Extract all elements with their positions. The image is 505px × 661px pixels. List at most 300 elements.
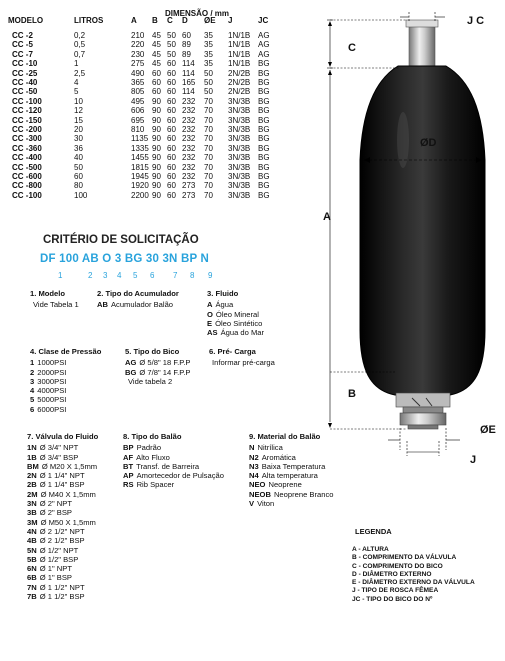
table-cell: 35 (204, 40, 213, 50)
table-cell: 165 (182, 78, 196, 87)
accumulator-drawing (300, 0, 505, 500)
table-cell: 60 (152, 78, 161, 87)
option-text: Ø 5/8" 18 F.P.P (139, 358, 191, 368)
section-option (123, 462, 253, 471)
table-cell: 1335 (131, 143, 149, 153)
table-cell: CC -25 (12, 68, 38, 78)
option-code: BM (27, 461, 39, 471)
table-cell: 3N/3B (228, 162, 251, 172)
table-header-cell: C (167, 16, 173, 25)
option-code: 2 (30, 367, 35, 377)
option-code: 2B (27, 480, 37, 490)
table-cell: CC -360 (12, 143, 42, 153)
legend-item: E - DIÂMETRO EXTERNO DA VÁLVULA (352, 579, 475, 587)
table-header-cell: B (152, 16, 158, 25)
section-option (27, 583, 127, 592)
table-cell: 60 (167, 68, 176, 78)
table-cell: BG (258, 96, 270, 106)
option-text: Ø 1 1/2" NPT (39, 582, 85, 592)
label-jc: J C (467, 15, 485, 27)
option-code: E (207, 318, 213, 328)
option-code: 3N (27, 499, 37, 509)
option-text: 1000PSI (37, 358, 67, 368)
table-cell: 5 (74, 87, 79, 97)
table-cell: CC -600 (12, 172, 42, 181)
table-cell: BG (258, 134, 270, 144)
accumulator-body (360, 66, 485, 395)
section-title: 7. Válvula do Fluido (27, 432, 99, 441)
option-text: Ø 2 1/2" BSP (39, 536, 85, 546)
table-cell: 30 (74, 134, 83, 144)
table-cell: CC -300 (12, 134, 42, 144)
table-cell: 114 (182, 68, 195, 78)
section-title: 2. Tipo do Acumulador (97, 289, 179, 298)
table-cell: 273 (182, 181, 196, 191)
section-option (209, 358, 309, 367)
table-cell: 45 (152, 59, 161, 69)
section-title: 3. Fluido (207, 289, 239, 298)
option-code: 7B (27, 592, 37, 602)
table-cell: 70 (204, 125, 213, 134)
section-valvula-fluido (27, 432, 127, 601)
table-cell: 36 (74, 143, 83, 153)
option-code: 5 (30, 395, 35, 405)
option-text: Ø 7/8" 14 F.P.P (139, 367, 191, 377)
section-option (27, 490, 127, 499)
table-cell: 90 (152, 115, 161, 125)
option-text: Ø 1/2" BSP (39, 554, 79, 564)
section-title: 4. Clase de Pressão (30, 347, 102, 356)
table-cell: 1945 (131, 172, 149, 181)
table-cell: 60 (167, 87, 176, 97)
option-text: Ø 3/4" BSP (39, 452, 79, 462)
table-cell: 90 (152, 143, 161, 153)
legend-item: A - ALTURA (352, 546, 389, 553)
table-cell: 210 (131, 31, 145, 40)
option-code: N2 (249, 452, 259, 462)
table-cell: 35 (204, 31, 213, 40)
table-cell: 89 (182, 40, 191, 50)
option-code: AS (207, 328, 218, 338)
table-cell: 60 (182, 31, 191, 40)
table-cell: 3N/3B (228, 125, 251, 134)
section-option (27, 536, 127, 545)
label-b: B (348, 388, 356, 400)
section-option (27, 555, 127, 564)
option-text: Neoprene Branco (273, 489, 334, 499)
section-title: 6. Pré- Carga (209, 347, 256, 356)
section-option (123, 453, 253, 462)
section-option (30, 395, 125, 404)
option-code: 3M (27, 517, 38, 527)
option-text: 2000PSI (37, 367, 67, 377)
option-code: 4N (27, 526, 37, 536)
section-option (27, 527, 127, 536)
option-text: Ø 2" NPT (39, 499, 72, 509)
table-cell: 40 (74, 153, 83, 163)
table-cell: 3N/3B (228, 190, 251, 200)
section-option (30, 368, 125, 377)
legend-title: LEGENDA (355, 527, 392, 536)
option-text: Vide tabela 2 (128, 376, 173, 386)
table-cell: CC -7 (12, 49, 33, 59)
option-text: 6000PSI (37, 404, 67, 414)
section-option (125, 377, 225, 386)
table-cell: 35 (204, 59, 213, 69)
option-code: O (207, 309, 213, 319)
table-cell: BG (258, 87, 270, 97)
option-code: RS (123, 480, 134, 490)
option-text: Ø 1 1/2" BSP (39, 592, 85, 602)
option-text: 3000PSI (37, 376, 67, 386)
table-cell: 90 (152, 181, 161, 191)
table-cell: BG (258, 172, 270, 181)
option-text: Ø M20 X 1,5mm (41, 461, 98, 471)
table-cell: 232 (182, 172, 196, 181)
table-cell: CC -40 (12, 78, 38, 87)
legend (352, 546, 475, 604)
table-cell: 90 (152, 190, 161, 200)
section-option (125, 368, 225, 377)
table-header-cell: MODELO (8, 16, 44, 25)
table-cell: 1N/1B (228, 40, 251, 50)
option-text: Água do Mar (220, 328, 265, 338)
table-cell: 2,5 (74, 68, 86, 78)
table-cell: BG (258, 153, 270, 163)
table-cell: 3N/3B (228, 106, 251, 116)
section-option (123, 471, 253, 480)
order-code-number: 1 (58, 271, 63, 280)
models-table (0, 0, 300, 240)
option-text: Baixa Temperatura (261, 461, 326, 471)
table-cell: 70 (204, 181, 213, 191)
option-text: Ø 2" BSP (39, 508, 72, 518)
table-cell: 695 (131, 115, 145, 125)
section-option (27, 462, 127, 471)
order-code-number: 4 (117, 271, 122, 280)
table-cell: 60 (167, 96, 176, 106)
table-cell: 60 (167, 162, 176, 172)
table-cell: 0,7 (74, 49, 86, 59)
option-code: 6B (27, 573, 37, 583)
section-option (27, 518, 127, 527)
table-cell: BG (258, 125, 270, 134)
table-cell: CC -200 (12, 125, 42, 134)
table-cell: 60 (167, 172, 176, 181)
table-cell: 114 (182, 87, 195, 97)
table-cell: 1920 (131, 181, 149, 191)
option-text: Ø M40 X 1,5mm (40, 489, 96, 499)
table-cell: 60 (167, 153, 176, 163)
table-cell: 89 (182, 49, 191, 59)
section-title: 5. Tipo do Bico (125, 347, 180, 356)
section-classe-pressao (30, 347, 125, 414)
table-cell: 275 (131, 59, 145, 69)
section-option (27, 471, 127, 480)
table-cell: BG (258, 181, 270, 191)
table-header-cell: A (131, 16, 137, 25)
section-option (27, 508, 127, 517)
table-cell: 60 (167, 106, 176, 116)
option-text: Ø M50 X 1,5mm (40, 517, 96, 527)
table-cell: 60 (167, 78, 176, 87)
table-cell: 100 (74, 190, 88, 200)
option-code: 4B (27, 536, 37, 546)
option-text: Vide Tabela 1 (33, 300, 79, 310)
option-text: Neoprene (268, 480, 302, 490)
section-tipo-balao (123, 432, 253, 490)
option-text: 4000PSI (37, 386, 67, 396)
option-text: Água (215, 300, 234, 310)
section-option (30, 358, 125, 367)
table-cell: CC -2 (12, 31, 33, 40)
table-cell: 50 (204, 87, 213, 97)
option-code: 4 (30, 386, 35, 396)
legend-item: JC - TIPO DO BICO DO Nº (352, 595, 433, 603)
section-option (249, 499, 359, 508)
order-code-number: 7 (173, 271, 178, 280)
table-cell: 50 (204, 78, 213, 87)
table-cell: 15 (74, 115, 83, 125)
table-cell: 1 (74, 59, 79, 69)
option-code: N4 (249, 471, 259, 481)
table-cell: CC -500 (12, 162, 42, 172)
table-cell: 365 (131, 78, 145, 87)
table-cell: 60 (167, 115, 176, 125)
option-code: BP (123, 443, 134, 453)
legend-item: D - DIÂMETRO EXTERNO (352, 570, 432, 578)
table-cell: 1N/1B (228, 31, 251, 40)
table-header-cell: ØE (204, 16, 216, 25)
table-cell: 80 (74, 181, 83, 191)
option-text: Nitrílica (257, 443, 283, 453)
table-cell: CC -150 (12, 115, 42, 125)
option-code: AB (97, 300, 108, 310)
option-code: N3 (249, 461, 259, 471)
section-option (123, 443, 253, 452)
table-cell: 90 (152, 134, 161, 144)
table-cell: 45 (152, 40, 161, 50)
table-cell: 90 (152, 153, 161, 163)
table-cell: 490 (131, 68, 145, 78)
option-code: 7N (27, 582, 37, 592)
table-cell: 810 (131, 125, 145, 134)
table-cell: 0,5 (74, 40, 86, 50)
table-cell: 232 (182, 125, 196, 134)
option-code: 1 (30, 358, 35, 368)
table-cell: 232 (182, 106, 196, 116)
option-text: Transf. de Barreira (136, 461, 200, 471)
option-code: AP (123, 471, 134, 481)
table-cell: AG (258, 49, 270, 59)
order-code-number: 6 (150, 271, 155, 280)
table-cell: 70 (204, 134, 213, 144)
table-cell: 3N/3B (228, 153, 251, 163)
section-option (27, 453, 127, 462)
table-cell: 70 (204, 172, 213, 181)
table-cell: CC -120 (12, 106, 42, 116)
table-cell: AG (258, 31, 270, 40)
table-cell: 232 (182, 115, 196, 125)
table-cell: BG (258, 68, 270, 78)
table-cell: 232 (182, 143, 196, 153)
table-cell: CC -400 (12, 153, 42, 163)
option-text: Rib Spacer (136, 480, 175, 490)
section-option (27, 443, 127, 452)
table-cell: 1N/1B (228, 49, 251, 59)
table-cell: 70 (204, 106, 213, 116)
table-cell: BG (258, 190, 270, 200)
option-code: N (249, 443, 255, 453)
table-cell: CC -5 (12, 40, 33, 50)
table-cell: BG (258, 143, 270, 153)
option-text: Ø 1 1/4" BSP (39, 480, 85, 490)
option-code: NEOB (249, 489, 271, 499)
table-cell: 50 (74, 162, 83, 172)
option-text: Viton (257, 499, 275, 509)
table-cell: 273 (182, 190, 196, 200)
table-cell: BG (258, 59, 270, 69)
option-text: 5000PSI (37, 395, 67, 405)
table-cell: 232 (182, 134, 196, 144)
option-code: 2M (27, 489, 38, 499)
table-cell: 232 (182, 96, 196, 106)
option-text: Ø 1" BSP (39, 573, 72, 583)
order-code: DF 100 AB O 3 BG 30 3N BP N (40, 253, 210, 265)
table-cell: 1455 (131, 153, 149, 163)
bottom-valve (396, 393, 450, 429)
section-option (27, 564, 127, 573)
section-option (97, 300, 217, 309)
section-option (30, 405, 125, 414)
option-code: BG (125, 367, 137, 377)
section-option (123, 480, 253, 489)
top-stem (406, 20, 438, 69)
section-option (30, 386, 125, 395)
table-cell: 2N/2B (228, 78, 251, 87)
table-cell: 60 (167, 134, 176, 144)
option-text: Amortecedor de Pulsação (136, 471, 224, 481)
option-code: 6N (27, 564, 37, 574)
table-cell: 60 (74, 172, 83, 181)
table-cell: 3N/3B (228, 96, 251, 106)
option-code: V (249, 499, 255, 509)
table-header-cell: D (182, 16, 188, 25)
table-cell: 1N/1B (228, 59, 251, 69)
section-option (27, 546, 127, 555)
table-cell: 70 (204, 162, 213, 172)
option-code: 5B (27, 554, 37, 564)
option-code: BT (123, 461, 134, 471)
option-text: Ø 1/2" NPT (39, 545, 79, 555)
label-a: A (323, 211, 331, 223)
option-text: Ø 1" NPT (39, 564, 72, 574)
section-option (27, 573, 127, 582)
label-c: C (348, 42, 356, 54)
order-code-number: 3 (103, 271, 108, 280)
table-cell: 90 (152, 96, 161, 106)
order-code-number: 9 (208, 271, 213, 280)
option-text: Ø 3/4" NPT (39, 443, 79, 453)
section-option (27, 499, 127, 508)
option-code: 2N (27, 471, 37, 481)
legend-item: B - COMPRIMENTO DA VÁLVULA (352, 554, 457, 562)
option-text: Óleo Sintético (215, 318, 263, 328)
label-od: ØD (420, 137, 437, 149)
label-oe: ØE (480, 424, 496, 436)
option-text: Óleo Mineral (215, 309, 259, 319)
table-cell: 1135 (131, 134, 149, 144)
table-cell: 20 (74, 125, 83, 134)
table-cell: 45 (152, 49, 161, 59)
table-cell: 495 (131, 96, 145, 106)
table-cell: CC -100 (12, 190, 42, 200)
table-cell: 60 (167, 59, 176, 69)
table-cell: AG (258, 40, 270, 50)
table-cell: BG (258, 115, 270, 125)
table-cell: 12 (74, 106, 83, 116)
table-cell: 60 (152, 87, 161, 97)
table-cell: 4 (74, 78, 79, 87)
table-cell: 60 (167, 190, 176, 200)
table-cell: 60 (167, 143, 176, 153)
table-cell: 3N/3B (228, 134, 251, 144)
table-cell: 3N/3B (228, 172, 251, 181)
table-cell: 90 (152, 162, 161, 172)
table-cell: 90 (152, 172, 161, 181)
table-cell: 70 (204, 96, 213, 106)
option-text: Alta temperatura (261, 471, 318, 481)
section-title: 9. Material do Balão (249, 432, 321, 441)
criteria-title: CRITÉRIO DE SOLICITAÇÃO (43, 234, 199, 246)
option-code: 1N (27, 443, 37, 453)
table-cell: 606 (131, 106, 145, 116)
table-cell: CC -50 (12, 87, 38, 97)
table-cell: BG (258, 78, 270, 87)
label-j: J (470, 454, 477, 466)
option-code: 3B (27, 508, 37, 518)
table-cell: BG (258, 106, 270, 116)
table-cell: 50 (167, 31, 176, 40)
table-cell: 70 (204, 153, 213, 163)
section-option (30, 377, 125, 386)
table-cell: CC -10 (12, 59, 38, 69)
section-title: 1. Modelo (30, 289, 66, 298)
option-text: Aromática (261, 452, 296, 462)
table-cell: 2N/2B (228, 68, 251, 78)
table-cell: 70 (204, 143, 213, 153)
section-option (27, 592, 127, 601)
legend-item: C - COMPRIMENTO DO BICO (352, 562, 443, 570)
section-title: 8. Tipo do Balão (123, 432, 182, 441)
option-text: Ø 1 1/4" NPT (39, 471, 85, 481)
table-cell: 232 (182, 162, 196, 172)
table-cell: 60 (152, 68, 161, 78)
option-text: Acumulador Balão (110, 300, 174, 310)
table-cell: 70 (204, 115, 213, 125)
option-code: AF (123, 452, 134, 462)
table-cell: 220 (131, 40, 145, 50)
table-cell: 45 (152, 31, 161, 40)
table-cell: 50 (167, 40, 176, 50)
table-cell: 10 (74, 96, 83, 106)
option-code: 1B (27, 452, 37, 462)
table-cell: 60 (167, 125, 176, 134)
section-pre-carga (209, 347, 309, 368)
table-header-cell: J (228, 16, 233, 25)
table-cell: 2200 (131, 190, 149, 200)
table-cell: 50 (167, 49, 176, 59)
